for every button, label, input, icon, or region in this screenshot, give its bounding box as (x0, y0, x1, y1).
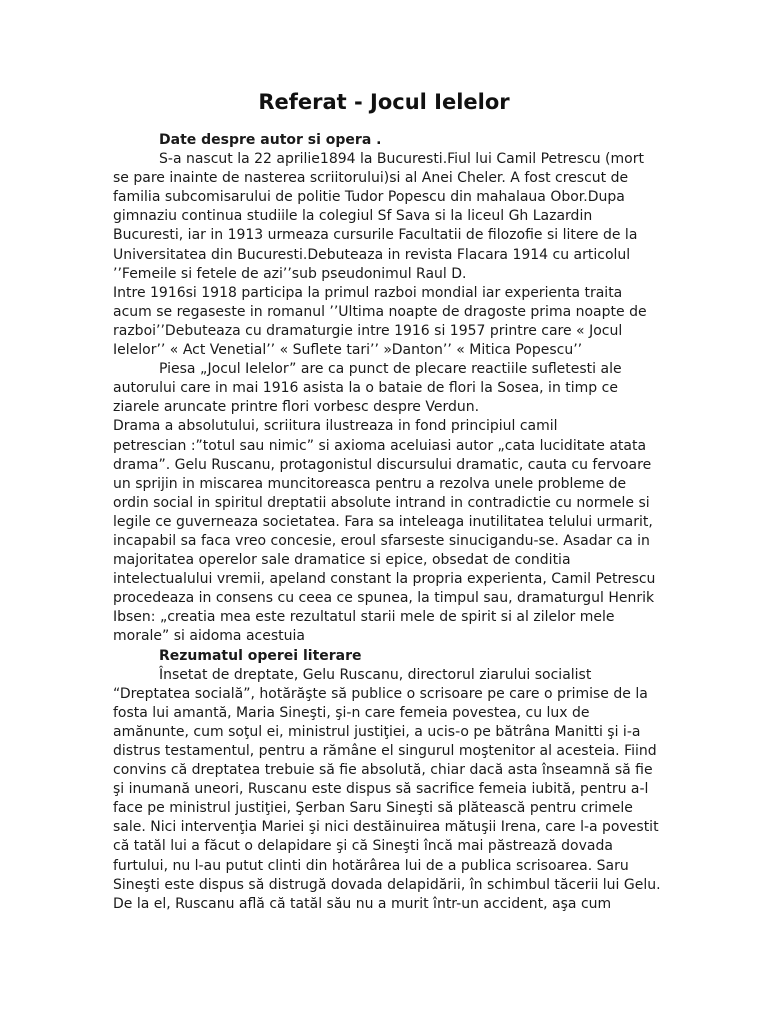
text-line: Piesa „Jocul Ielelor” are ca punct de plecare reactiile sufletesti ale (159, 361, 622, 378)
text-line: drama”. Gelu Ruscanu, protagonistul discursului dramatic, cauta cu fervoare (113, 456, 652, 473)
text-line: acum se regaseste in romanul ’’Ultima noapte de dragoste prima noapte de (113, 303, 647, 320)
section-heading-summary: Rezumatul operei literare (159, 647, 362, 664)
text-line: incapabil sa faca vreo concesie, eroul sfarseste sinucigandu-se. Asadar ca in (113, 532, 650, 549)
text-line: convins că dreptatea trebuie să fie absolută, chiar dacă asta înseamnă să fie (113, 762, 653, 779)
text-line: intelectualului vremii, apeland constant la propria experienta, Camil Petrescu (113, 571, 656, 588)
text-line: “Dreptatea socială”, hotărăşte să publice o scrisoare pe care o primise de la (113, 685, 648, 702)
text-line: autorului care in mai 1916 asista la o bataie de flori la Sosea, in timp ce (113, 380, 618, 397)
text-line: Bucuresti, iar in 1913 urmeaza cursurile Facultatii de filozofie si litere de la (113, 227, 638, 244)
text-line: amănunte, cum soţul ei, ministrul justiţiei, a ucis-o pe bătrâna Manitti şi i-a (113, 723, 641, 740)
text-line: Universitatea din Bucuresti.Debuteaza in revista Flacara 1914 cu articolul (113, 246, 631, 263)
text-line: un sprijin in miscarea muncitoreasca pentru a rezolva unele probleme de (113, 475, 627, 492)
text-line: razboi’’Debuteaza cu dramaturgie intre 1916 si 1957 printre care « Jocul (113, 322, 623, 339)
text-line: se pare inainte de nasterea scriitorului)si al Anei Cheler. A fost crescut de (113, 170, 629, 187)
text-line: procedeaza in consens cu ceea ce spunea, la timpul sau, dramaturgul Henrik (113, 590, 655, 607)
text-line: furtului, nu l-au putut clinti din hotărârea lui de a publica scrisoarea. Saru (113, 857, 629, 874)
document-title: Referat - Jocul Ielelor (258, 90, 510, 114)
text-line: ziarele aruncate printre flori vorbesc despre Verdun. (113, 399, 480, 416)
text-line: Ibsen: „creatia mea este rezultatul starii mele de spirit si al zilelor mele (113, 609, 615, 626)
text-line: familia subcomisarului de politie Tudor Popescu din mahalaua Obor.Dupa (113, 189, 625, 206)
text-line: petrescian :”totul sau nimic” si axioma aceluiasi autor „cata luciditate atata (113, 437, 647, 454)
text-line: legile ce guverneaza societatea. Fara sa inteleaga inutilitatea telului urmarit, (113, 513, 653, 530)
text-line: distrus testamentul, pentru a rămâne el singurul moştenitor al acesteia. Fiind (113, 743, 657, 759)
text-line: gimnaziu continua studiile la colegiul Sf Sava si la liceul Gh Lazardin (113, 208, 593, 225)
text-line: şi inumană uneori, Ruscanu este dispus să sacrifice femeia iubită, pentru a-l (113, 781, 649, 798)
document-body (113, 131, 661, 914)
text-line: morale” si aidoma acestuia (113, 628, 305, 645)
text-line: că tatăl lui a făcut o delapidare şi că Sineşti încă mai păstrează dovada (113, 838, 613, 855)
text-line: face pe ministrul justiţiei, Şerban Saru Sineşti să plătească pentru crimele (113, 800, 633, 817)
text-line: ordin social in spiritul dreptatii absolute intrand in contradictie cu normele si (113, 494, 650, 511)
text-line: Însetat de dreptate, Gelu Ruscanu, directorul ziarului socialist (159, 666, 592, 683)
text-line: majoritatea operelor sale dramatice si epice, obsedat de conditia (113, 552, 571, 569)
text-line: Ielelor’’ « Act Venetial’’ « Suflete tari’’ »Danton’’ « Mitica Popescu’’ (113, 342, 583, 359)
text-line: Sineşti este dispus să distrugă dovada delapidării, în schimbul tăcerii lui Gelu. (113, 876, 661, 893)
text-line: S-a nascut la 22 aprilie1894 la Bucuresti.Fiul lui Camil Petrescu (mort (159, 151, 644, 168)
text-line: fosta lui amantă, Maria Sineşti, şi-n care femeia povestea, cu lux de (113, 704, 590, 721)
section-heading-author: Date despre autor si opera . (159, 132, 382, 148)
text-line: ’’Femeile si fetele de azi’’sub pseudonimul Raul D. (113, 265, 467, 282)
text-line: De la el, Ruscanu află că tatăl său nu a murit într-un accident, aşa cum (113, 895, 612, 912)
text-line: Drama a absolutului, scriitura ilustreaza in fond principiul camil (113, 418, 558, 435)
text-line: Intre 1916si 1918 participa la primul razboi mondial iar experienta traita (113, 284, 623, 301)
text-line: sale. Nici intervenţia Mariei şi nici destăinuirea mătuşii Irena, care l-a povestit (113, 819, 659, 836)
